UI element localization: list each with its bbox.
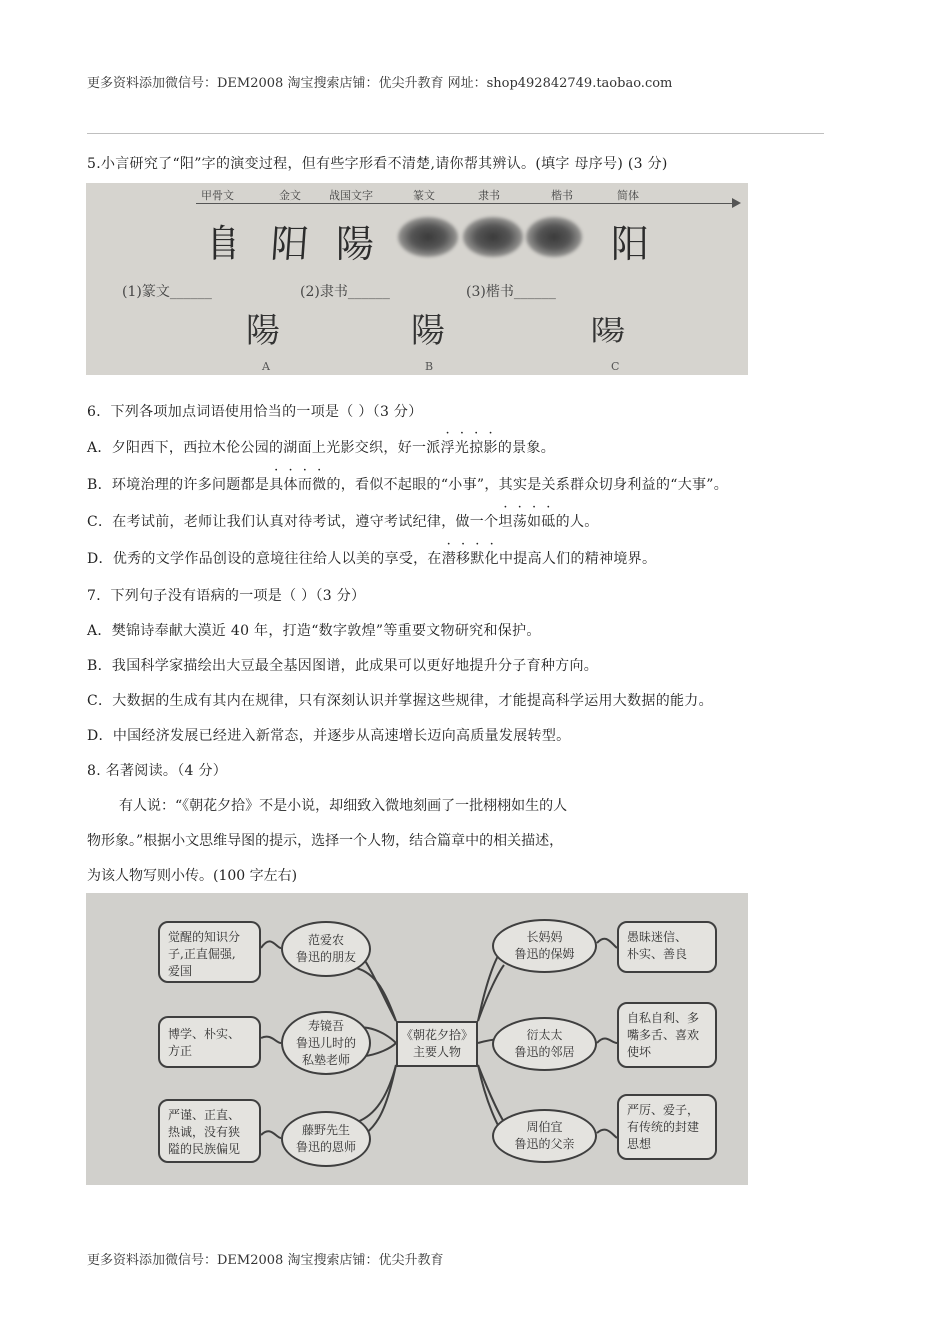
person-node: 藤野先生 鲁迅的恩师: [281, 1111, 371, 1167]
emphasis-char: 体: [283, 477, 298, 493]
q6-option-c: C．在考试前，老师让我们认真对待考试，遵守考试纪律，做一个坦荡如砥的人。: [87, 511, 599, 531]
emphasis-char: 掠: [469, 440, 484, 456]
timeline-label: 简体: [617, 189, 639, 202]
emphasis-char: 荡: [512, 514, 528, 530]
option-c-glyph: 陽: [590, 314, 626, 347]
q6-option-d: D．优秀的文学作品创设的意境往往给人以美的享受，在潜移默化中提高人们的精神境界。: [87, 548, 656, 568]
traits-box: 博学、朴实、 方正: [158, 1016, 261, 1068]
q6-option-a: A．夕阳西下，西拉木伦公园的湖面上光影交织，好一派浮光掠影的景象。: [87, 437, 555, 457]
emphasis-char: 化: [484, 551, 499, 567]
q8-para-line: 物形象。”根据小文思维导图的提示，选择一个人物，结合篇章中的相关描述，: [87, 833, 564, 849]
q8-para-line: 为该人物写则小传。(100 字左右): [87, 868, 298, 884]
page-footer: 更多资料添加微信号：DEM2008 淘宝搜索店铺：优尖升教育: [87, 1253, 444, 1268]
timeline-label: 楷书: [551, 189, 573, 202]
traits-box: 自私自利、多 嘴多舌、喜欢 使坏: [617, 1002, 717, 1068]
emphasis-char: 光: [454, 440, 470, 456]
q7-option-b: B．我国科学家描绘出大豆最全基因图谱，此成果可以更好地提升分子育种方向。: [87, 658, 599, 674]
option-c-label: C: [611, 360, 620, 373]
person-node: 长妈妈 鲁迅的保姆: [492, 919, 597, 973]
emphasis-char: 潜: [441, 551, 457, 567]
emphasis-char: 默: [470, 551, 485, 567]
emphasis-char: 砥: [541, 514, 556, 530]
warring-states-glyph: 陽: [336, 222, 375, 266]
q5-image: [86, 183, 748, 375]
bronze-glyph: 阳: [269, 222, 311, 266]
blank-clerical: (2)隶书______: [300, 284, 390, 300]
emphasis-char: 坦: [498, 514, 513, 530]
emphasis-char: 影: [483, 440, 498, 456]
q7-option-c: C．大数据的生成有其内在规律，只有深刻认识并掌握这些规律，才能提高科学运用大数据的能力。: [87, 693, 713, 709]
person-node: 周伯宜 鲁迅的父亲: [492, 1109, 597, 1163]
q8-stem: 8. 名著阅读。（4 分）: [87, 763, 228, 779]
mindmap-image: [86, 893, 748, 1185]
timeline-label: 战国文字: [329, 189, 373, 202]
blank-seal: (1)篆文______: [122, 284, 212, 300]
timeline-axis: [196, 203, 736, 204]
timeline-label: 篆文: [413, 189, 435, 202]
q5-stem: 5.小言研究了“阳”字的演变过程，但有些字形看不清楚,请你帮其辨认。(填字 母序号) (3 分): [87, 156, 668, 172]
option-b-label: B: [425, 360, 434, 373]
traits-box: 严厉、爱子， 有传统的封建 思想: [617, 1094, 717, 1160]
blurred-regular-glyph: [526, 217, 582, 257]
dotted-phrase: [442, 551, 499, 567]
emphasis-char: 浮: [440, 440, 455, 456]
header-divider: [87, 133, 824, 134]
option-b-glyph: 陽: [411, 311, 445, 351]
traits-box: 愚昧迷信、 朴实、善良: [617, 921, 717, 973]
dotted-phrase: [441, 440, 498, 456]
timeline-label: 金文: [279, 189, 301, 202]
option-a-glyph: 陽: [246, 311, 280, 351]
q7-option-d: D．中国经济发展已经进入新常态，并逐步从高速增长迈向高质量发展转型。: [87, 728, 571, 744]
option-a-label: A: [262, 360, 270, 373]
traits-box: 严谨、正直、 热诚，没有狭 隘的民族偏见: [158, 1099, 261, 1163]
traits-box: 觉醒的知识分 子,正直倔强, 爱国: [158, 921, 261, 983]
blurred-clerical-glyph: [463, 217, 523, 257]
emphasis-char: 如: [527, 514, 542, 530]
q8-para-line: 有人说：“《朝花夕拾》不是小说，却细致入微地刻画了一批栩栩如生的人: [119, 798, 568, 814]
person-node: 范爱农 鲁迅的朋友: [281, 921, 371, 977]
q7-stem: 7．下列句子没有语病的一项是（ ）（3 分）: [87, 588, 366, 604]
emphasis-char: 微: [312, 477, 327, 493]
q6-stem: 6．下列各项加点词语使用恰当的一项是（ ）（3 分）: [87, 404, 423, 420]
q7-option-a: A．樊锦诗奉献大漠近 40 年，打造“数字敦煌”等重要文物研究和保护。: [87, 623, 541, 639]
person-node: 寿镜吾 鲁迅儿时的 私塾老师: [281, 1011, 371, 1075]
emphasis-char: 移: [456, 551, 471, 567]
timeline-label: 隶书: [478, 189, 500, 202]
oracle-glyph: 𨸏: [204, 222, 243, 266]
q6-option-b: B．环境治理的许多问题都是具体而微的，看似不起眼的“小事”，其实是关系群众切身利益的“大事”。: [87, 474, 728, 494]
emphasis-char: 而: [297, 477, 313, 493]
mindmap-center: 《朝花夕拾》 主要人物: [396, 1021, 478, 1067]
emphasis-char: 具: [269, 477, 284, 493]
dotted-phrase: [269, 477, 326, 493]
page-header: 更多资料添加微信号：DEM2008 淘宝搜索店铺：优尖升教育 网址：shop492842749.taobao.com: [87, 76, 673, 91]
timeline-label: 甲骨文: [201, 189, 234, 202]
simplified-glyph: 阳: [611, 222, 650, 266]
blank-regular: (3)楷书______: [466, 284, 556, 300]
person-node: 衍太太 鲁迅的邻居: [492, 1017, 597, 1071]
blurred-seal-glyph: [398, 217, 458, 257]
timeline-arrow: [732, 198, 741, 208]
dotted-phrase: [498, 514, 555, 530]
